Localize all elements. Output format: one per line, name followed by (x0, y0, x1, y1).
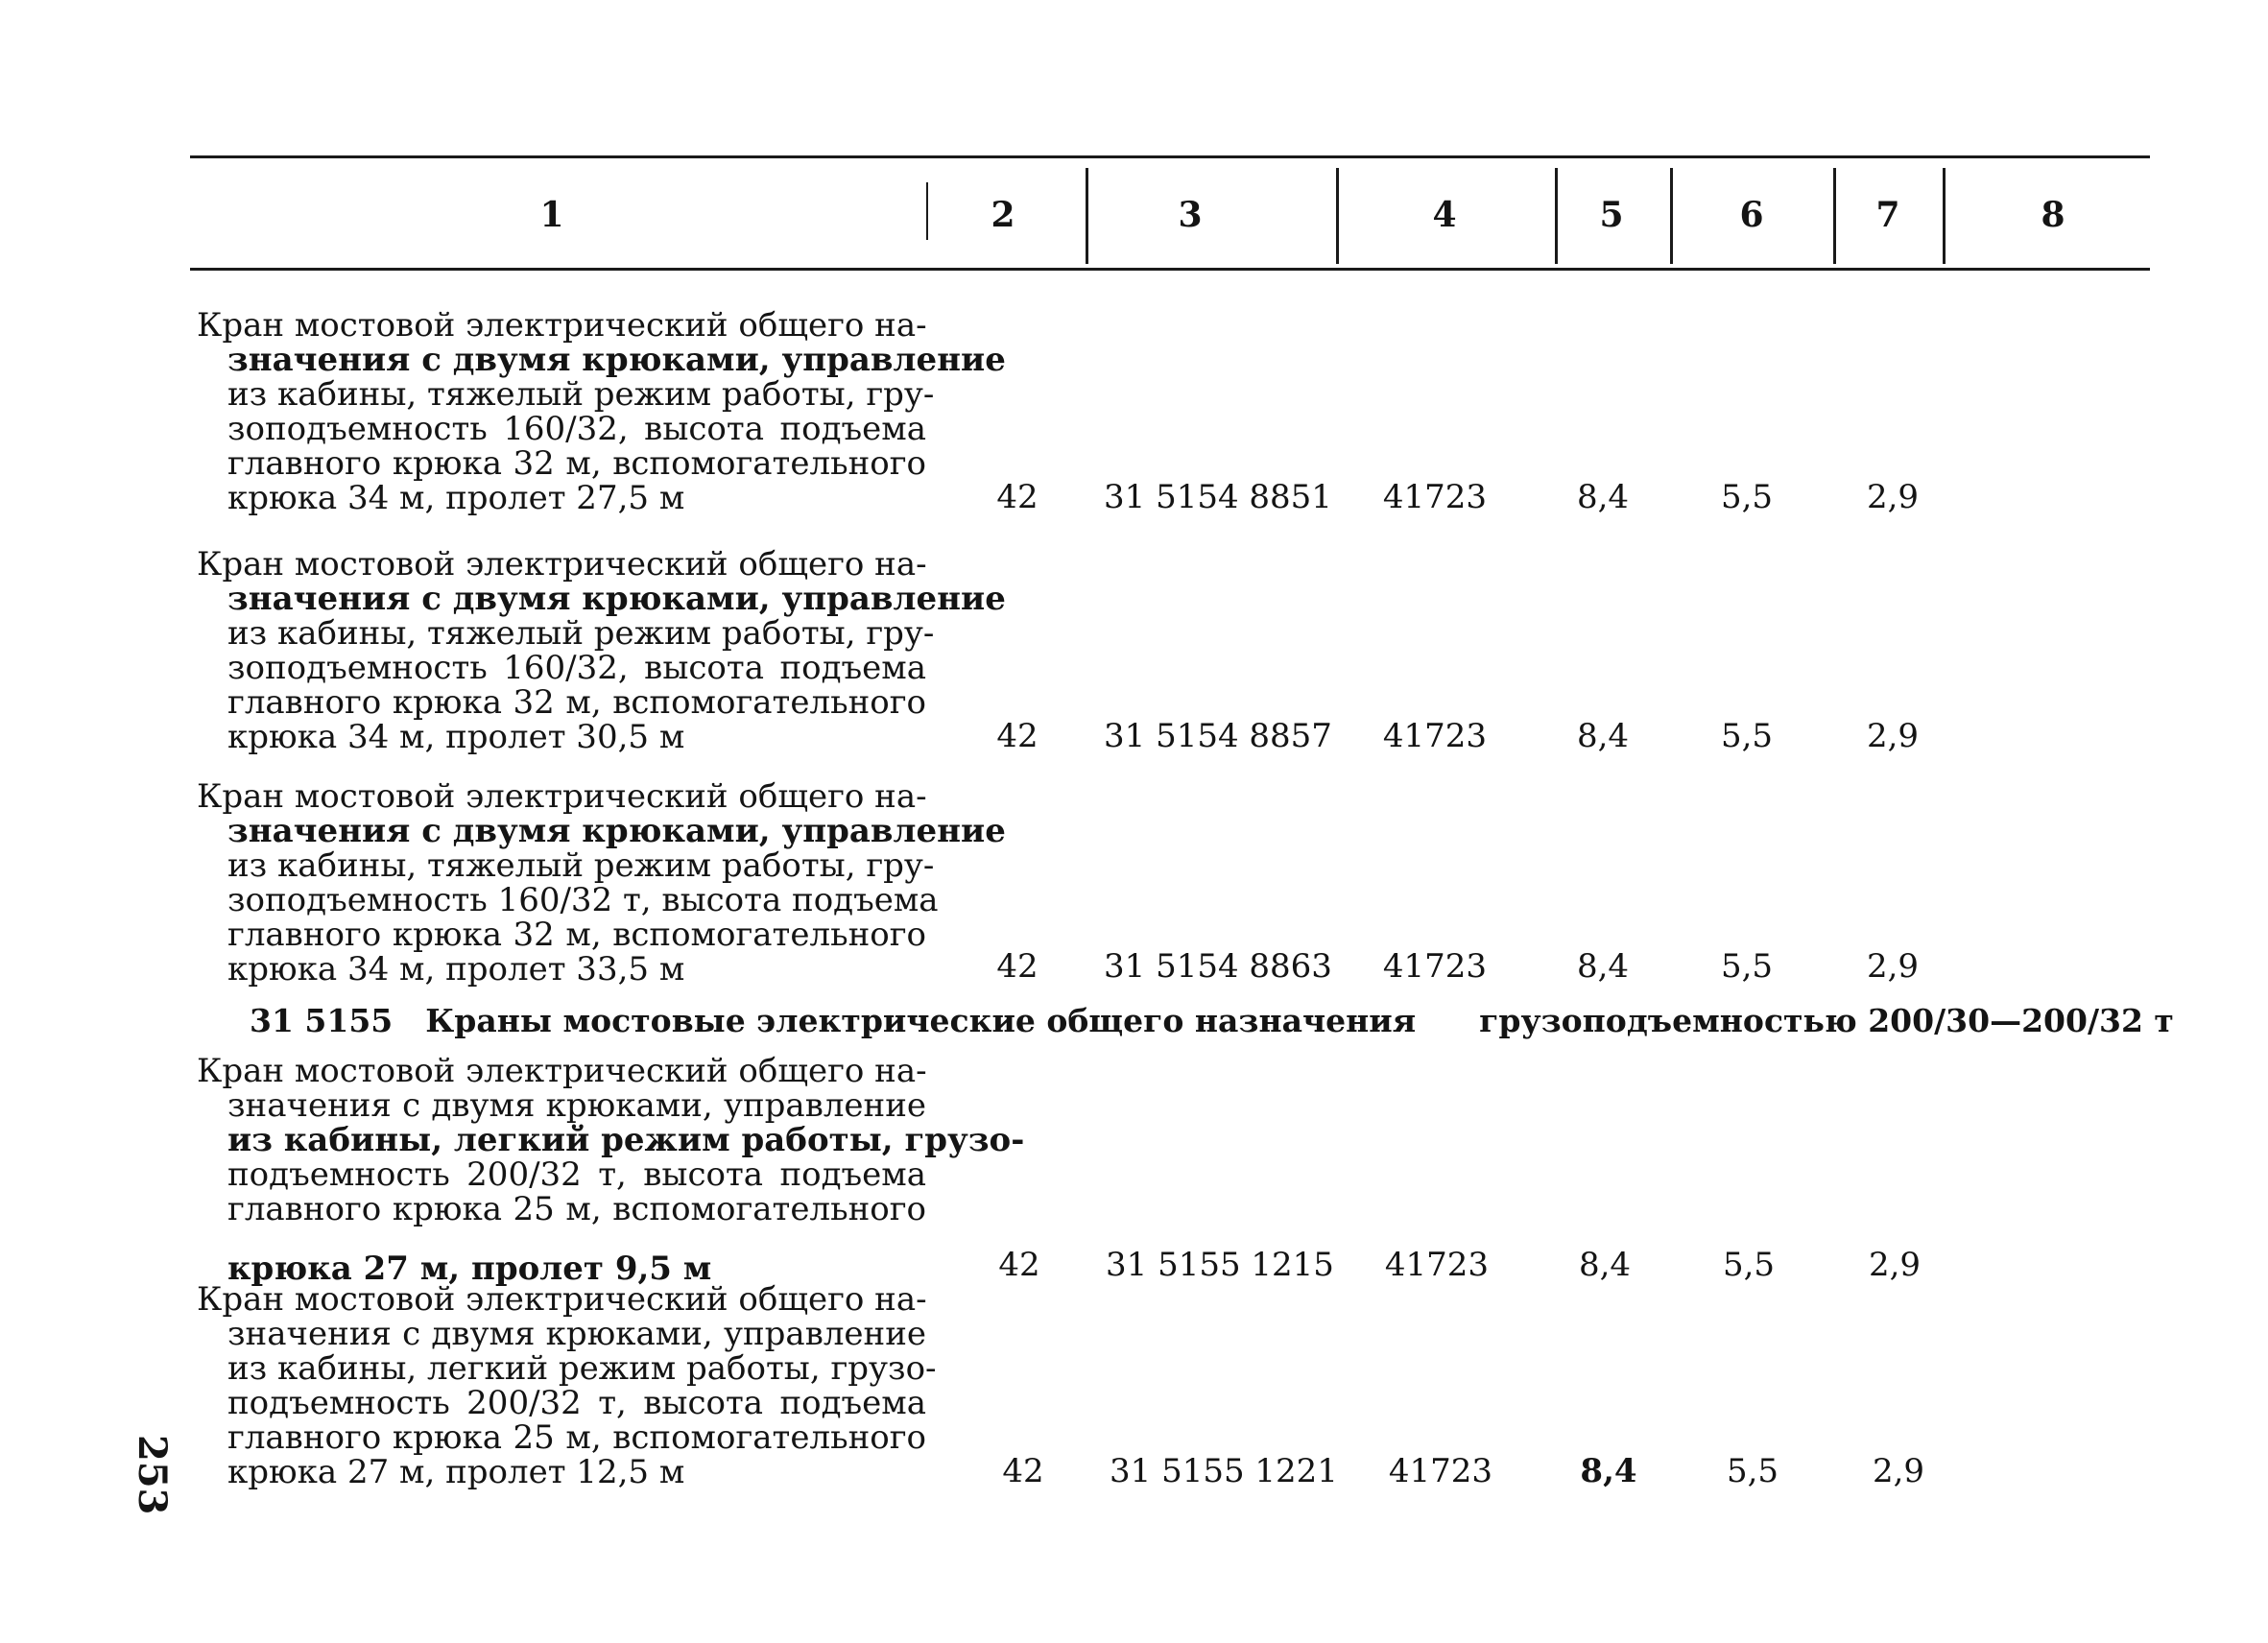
description-line: главного крюка 25 м, вспомогательного (227, 1190, 926, 1228)
description-line: крюка 27 м, пролет 12,5 м (227, 1453, 685, 1491)
description-line: крюка 34 м, пролет 30,5 м (227, 718, 685, 756)
column-header-3: 3 (1178, 195, 1203, 235)
description-line: значения с двумя крюками, управление (227, 341, 1006, 379)
description-line: крюка 34 м, пролет 33,5 м (227, 950, 685, 988)
cell-code: 31 5155 1221 (1110, 1452, 1338, 1490)
cell-col5: 8,4 (1578, 1246, 1632, 1284)
cell-col7: 2,9 (1866, 717, 1920, 755)
section-title (250, 1000, 2174, 1042)
cell-col7: 2,9 (1872, 1452, 1925, 1490)
description-line: из кабины, тяжелый режим работы, гру- (227, 846, 935, 885)
cell-col5: 8,4 (1576, 717, 1630, 755)
section-title-text: Краны мостовые электрические общего назначения (425, 1002, 1417, 1039)
page-number: 253 (130, 1435, 175, 1515)
description-line: подъемность 200/32 т, высота подъема (227, 1384, 926, 1422)
cell-code: 31 5154 8851 (1104, 478, 1332, 516)
description-line: из кабины, тяжелый режим работы, гру- (227, 614, 935, 653)
description-line: главного крюка 32 м, вспомогательного (227, 683, 926, 722)
column-separator (1833, 168, 1836, 264)
cell-col4: 41723 (1384, 1246, 1490, 1284)
column-separator (1555, 168, 1558, 264)
cell-col5: 8,4 (1576, 947, 1630, 986)
description-line: главного крюка 32 м, вспомогательного (227, 916, 926, 954)
cell-code: 31 5154 8863 (1104, 947, 1332, 986)
column-header-6: 6 (1739, 195, 1764, 235)
cell-col2: 42 (996, 478, 1039, 516)
column-header-8: 8 (2041, 195, 2065, 235)
description-line: главного крюка 32 м, вспомогательного (227, 444, 926, 483)
description-line: значения с двумя крюками, управление (227, 812, 1006, 850)
cell-col6: 5,5 (1720, 947, 1774, 986)
description-line: значения с двумя крюками, управление (227, 1315, 926, 1353)
section-code: 31 5155 (250, 1002, 394, 1039)
cell-col6: 5,5 (1720, 478, 1774, 516)
cell-col4: 41723 (1382, 717, 1488, 755)
description-line: главного крюка 25 м, вспомогательного (227, 1418, 926, 1457)
column-separator (926, 182, 928, 240)
description-line: подъемность 200/32 т, высота подъема (227, 1155, 926, 1194)
column-header-5: 5 (1599, 195, 1624, 235)
cell-code: 31 5155 1215 (1106, 1246, 1334, 1284)
description-line: зоподъемность 160/32, высота подъема (227, 649, 926, 687)
table-top-rule (190, 155, 2150, 158)
description-line: Кран мостовой электрический общего на- (197, 777, 927, 816)
cell-col2: 42 (996, 717, 1039, 755)
description-line: зоподъемность 160/32 т, высота подъема (227, 881, 939, 919)
column-header-2: 2 (991, 195, 1015, 235)
row-description (197, 306, 1006, 517)
cell-col2: 42 (998, 1246, 1040, 1284)
table-header-rule (190, 268, 2150, 271)
row-description (197, 545, 1006, 756)
column-separator (1086, 168, 1088, 264)
description-line: значения с двумя крюками, управление (227, 1086, 926, 1125)
row-description (197, 777, 1006, 988)
cell-col5: 8,4 (1580, 1452, 1637, 1490)
section-title-tail: грузоподъемностью 200/30—200/32 т (1479, 1002, 2174, 1039)
cell-col4: 41723 (1382, 947, 1488, 986)
column-header-7: 7 (1875, 195, 1900, 235)
column-header-4: 4 (1432, 195, 1457, 235)
cell-col2: 42 (996, 947, 1039, 986)
cell-col7: 2,9 (1866, 947, 1920, 986)
description-line: значения с двумя крюками, управление (227, 580, 1006, 618)
description-line: Кран мостовой электрический общего на- (197, 306, 927, 345)
description-line: зоподъемность 160/32, высота подъема (227, 410, 926, 448)
cell-col6: 5,5 (1722, 1246, 1776, 1284)
description-line: из кабины, легкий режим работы, грузо- (227, 1349, 937, 1388)
cell-col5: 8,4 (1576, 478, 1630, 516)
column-separator (1943, 168, 1946, 264)
column-separator (1670, 168, 1673, 264)
column-header-1: 1 (539, 195, 564, 235)
cell-col4: 41723 (1382, 478, 1488, 516)
column-separator (1336, 168, 1339, 264)
cell-col7: 2,9 (1866, 478, 1920, 516)
description-line: из кабины, тяжелый режим работы, гру- (227, 375, 935, 414)
row-description (197, 1280, 937, 1491)
cell-col4: 41723 (1388, 1452, 1493, 1490)
description-line: Кран мостовой электрический общего на- (197, 545, 927, 583)
cell-code: 31 5154 8857 (1104, 717, 1332, 755)
cell-col7: 2,9 (1868, 1246, 1922, 1284)
cell-col2: 42 (1002, 1452, 1044, 1490)
cell-col6: 5,5 (1726, 1452, 1779, 1490)
description-line: Кран мостовой электрический общего на- (197, 1052, 927, 1090)
description-line: крюка 27 м, пролет 9,5 м (227, 1250, 712, 1288)
description-line: Кран мостовой электрический общего на- (197, 1280, 927, 1319)
description-line: крюка 34 м, пролет 27,5 м (227, 479, 685, 517)
cell-col6: 5,5 (1720, 717, 1774, 755)
description-line: из кабины, легкий режим работы, грузо- (227, 1121, 1025, 1159)
